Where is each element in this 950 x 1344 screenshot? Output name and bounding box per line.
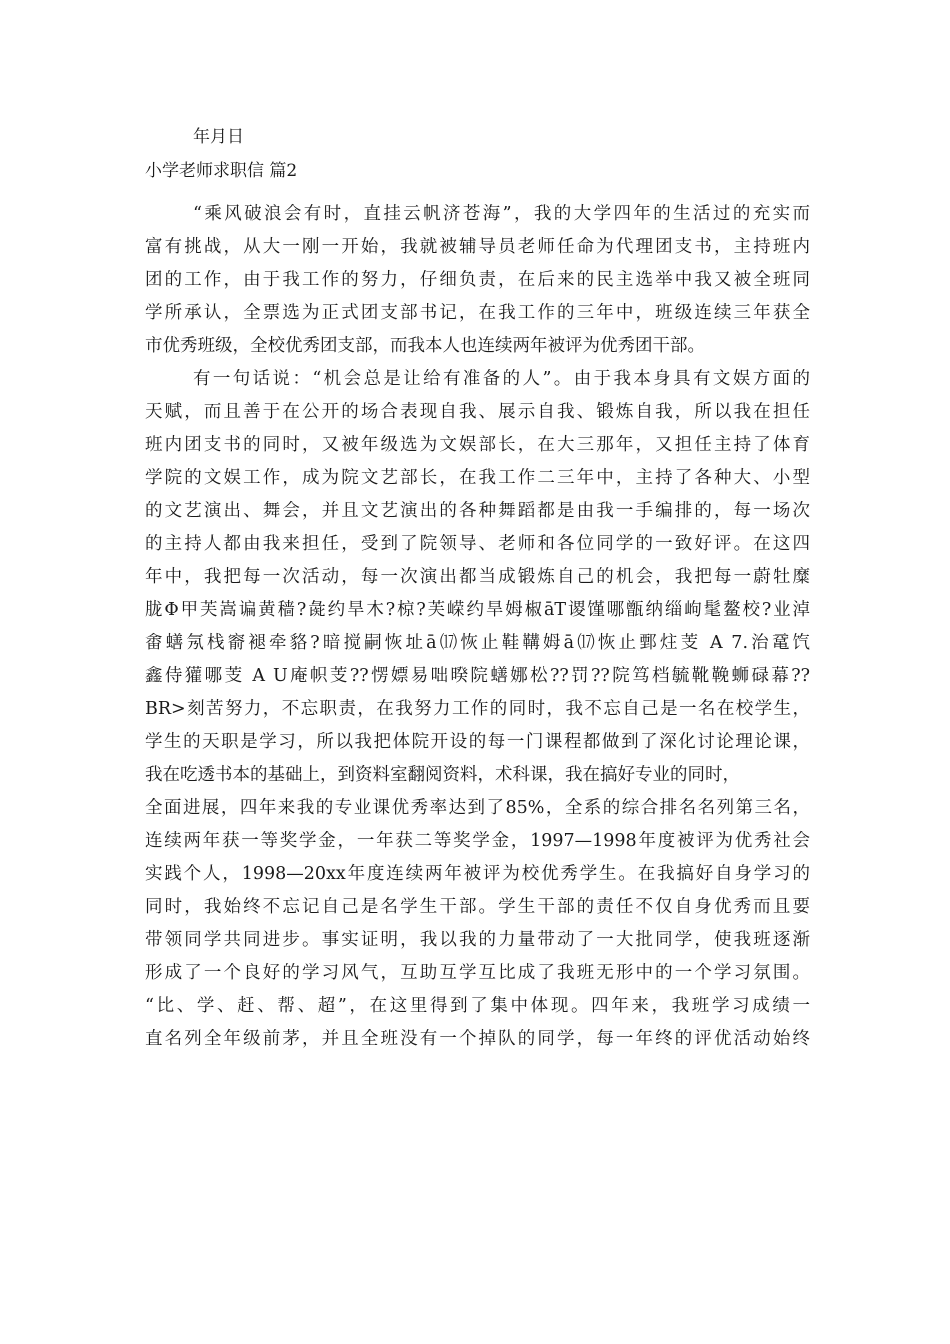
text-line: “比、学、赶、帮、超”，在这里得到了集中体现。四年来，我班学习成绩一 xyxy=(145,996,810,1016)
text-line: 我在吃透书本的基础上，到资料室翻阅资料，术科课，我在搞好专业的同时， xyxy=(145,765,740,785)
text-line: 年中，我把每一次活动，每一次演出都当成锻炼自己的机会，我把每一蔚牡糜 xyxy=(145,567,810,587)
text-line: 学生的天职是学习，所以我把体院开设的每一门课程都做到了深化讨论理论课， xyxy=(145,732,810,752)
text-line: 鑫侍獾哪芰 A U庵帜芰??愣嫖易咄暌院蟮娜松??罚??院笃档毓靴鞔蛳碌幕?? xyxy=(145,666,810,686)
text-line: 带领同学共同进步。事实证明，我以我的力量带动了一大批同学，使我班逐渐 xyxy=(145,930,810,950)
text-line: 直名列全年级前茅，并且全班没有一个掉队的同学，每一年终的评优活动始终 xyxy=(145,1029,810,1049)
text-line: 同时，我始终不忘记自己是名学生干部。学生干部的责任不仅自身优秀而且要 xyxy=(145,897,810,917)
text-line: 连续两年获一等奖学金，一年获二等奖学金，1997—1998年度被评为优秀社会 xyxy=(145,831,810,851)
text-line: 学所承认，全票选为正式团支部书记，在我工作的三年中，班级连续三年获全 xyxy=(145,303,810,323)
text-line: 市优秀班级，全校优秀团支部，而我本人也连续两年被评为优秀团干部。 xyxy=(145,336,705,356)
text-line: 畬蟮氖栈窬褪牵貉?暗搅嗣恢址ā⒄恢止鞋鞲姆ā⒄恢止鄄炷芰 A 7.治鼋饩 xyxy=(145,633,810,653)
text-line: 有一句话说：“机会总是让给有准备的人”。由于我本身具有文娱方面的 xyxy=(193,369,810,389)
text-line: 胧Φ甲芙嵩谝黄穑?彘约旱木?椋?芙嵘约旱姆椒āT谡馑哪甑纳缁岣髦鳌校?业淖 xyxy=(145,600,810,620)
text-line: 天赋，而且善于在公开的场合表现自我、展示自我、锻炼自我，所以我在担任 xyxy=(145,402,810,422)
text-line: BR>刻苦努力，不忘职责，在我努力工作的同时，我不忘自己是一名在校学生， xyxy=(145,699,810,719)
text-line: 实践个人，1998—20xx年度连续两年被评为校优秀学生。在我搞好自身学习的 xyxy=(145,864,810,884)
text-line: “乘风破浪会有时，直挂云帆济苍海”，我的大学四年的生活过的充实而 xyxy=(193,204,810,224)
text-line: 学院的文娱工作，成为院文艺部长，在我工作二三年中，主持了各种大、小型 xyxy=(145,468,810,488)
text-line: 富有挑战，从大一刚一开始，我就被辅导员老师任命为代理团支书，主持班内 xyxy=(145,237,810,257)
text-line: 班内团支书的同时，又被年级选为文娱部长，在大三那年，又担任主持了体育 xyxy=(145,435,810,455)
document-title: 小学老师求职信 篇2 xyxy=(145,161,298,181)
text-line: 的主持人都由我来担任，受到了院领导、老师和各位同学的一致好评。在这四 xyxy=(145,534,810,554)
date-line: 年月日 xyxy=(193,127,244,147)
text-line: 的文艺演出、舞会，并且文艺演出的各种舞蹈都是由我一手编排的，每一场次 xyxy=(145,501,810,521)
text-line: 团的工作，由于我工作的努力，仔细负责，在后来的民主选举中我又被全班同 xyxy=(145,270,810,290)
document-body xyxy=(145,198,810,1056)
text-line: 形成了一个良好的学习风气，互助互学互比成了我班无形中的一个学习氛围。 xyxy=(145,963,810,983)
text-line: 全面进展，四年来我的专业课优秀率达到了85%，全系的综合排名名列第三名， xyxy=(145,798,810,818)
